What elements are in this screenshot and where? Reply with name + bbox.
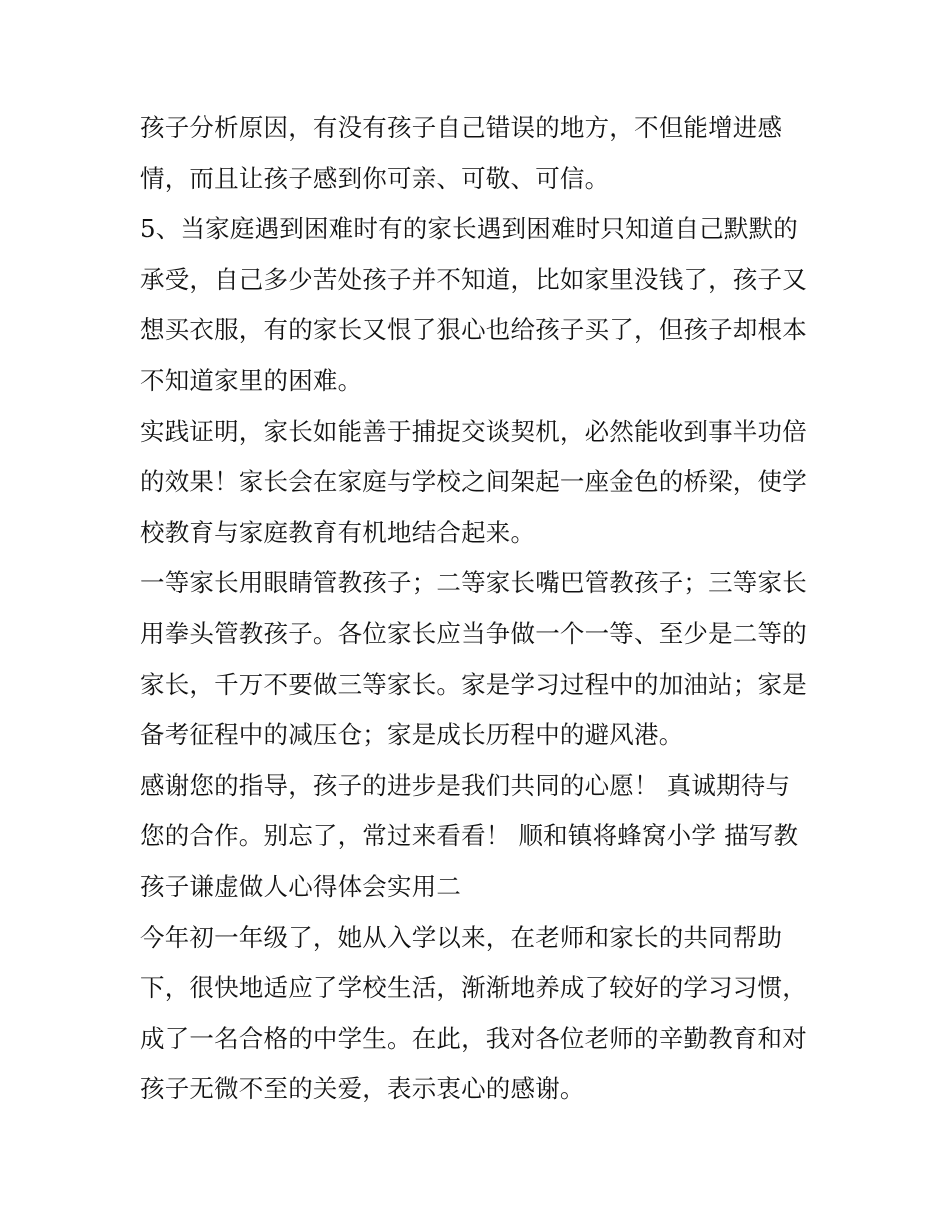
text-line: 备考征程中的减压仓；家是成长历程中的避风港。 — [140, 720, 684, 750]
text-line: 下，很快地适应了学校生活，渐渐地养成了较好的学习习惯， — [140, 973, 807, 1003]
text-line: 用拳头管教孩子。各位家长应当争做一个一等、至少是二等的 — [140, 618, 807, 648]
text-line: 孩子谦虚做人心得体会实用二 — [140, 871, 462, 901]
text-line: 您的合作。别忘了，常过来看看！ 顺和镇将蜂窝小学 描写教 — [140, 821, 799, 851]
text-line: 成了一名合格的中学生。在此，我对各位老师的辛勤教育和对 — [140, 1023, 807, 1053]
document-body — [140, 103, 820, 1115]
text-line: 校教育与家庭教育有机地结合起来。 — [140, 517, 536, 547]
text-line: 孩子无微不至的关爱，表示衷心的感谢。 — [140, 1074, 585, 1104]
text-line: 的效果！家长会在家庭与学校之间架起一座金色的桥梁，使学 — [140, 467, 807, 497]
text-line: 情，而且让孩子感到你可亲、可敬、可信。 — [140, 163, 610, 193]
text-line: 感谢您的指导，孩子的进步是我们共同的心愿！ 真诚期待与 — [140, 770, 791, 800]
text-line: 今年初一年级了，她从入学以来，在老师和家长的共同帮助 — [140, 922, 783, 952]
text-line: 5、当家庭遇到困难时有的家长遇到困难时只知道自己默默的 — [140, 214, 798, 244]
text-line: 承受，自己多少苦处孩子并不知道，比如家里没钱了，孩子又 — [140, 264, 807, 294]
text-line: 家长，千万不要做三等家长。家是学习过程中的加油站；家是 — [140, 669, 807, 699]
text-line: 不知道家里的困难。 — [140, 365, 363, 395]
text-line: 实践证明，家长如能善于捕捉交谈契机，必然能收到事半功倍 — [140, 416, 807, 446]
text-line: 孩子分析原因，有没有孩子自己错误的地方，不但能增进感 — [140, 113, 783, 142]
text-line: 一等家长用眼睛管教孩子；二等家长嘴巴管教孩子；三等家长 — [140, 568, 807, 598]
text-line: 想买衣服，有的家长又恨了狠心也给孩子买了，但孩子却根本 — [140, 315, 807, 345]
